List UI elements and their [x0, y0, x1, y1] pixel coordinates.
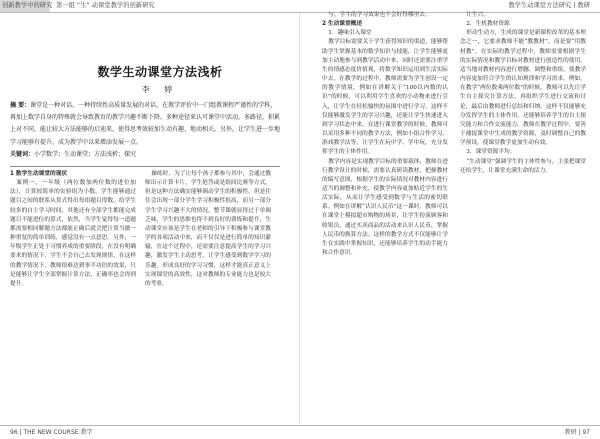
paragraph: 教学目标需要关于学生获得知识的渠道，能够帮助学生掌握基本的数学知识与技能，让学生能够更加主动地参与到教学活动中来，同时还需要注重学生的情感态度价值观，将数学知识运用到生活实际中去。在教学的过程中，教师需要为学生创设一定的教学情境，例如在讲解关于“100以内数的认识”的时候，可以利用学生喜欢的小动物来进行引入，让学生在轻松愉快的氛围中进行学习，这样不仅能够激发学生的学习兴趣，还能让学生快速进入到学习状态中来。在进行课堂教学的时候，教师可以采用多种不同的教学方法，例如小组合作学习、游戏教学法等，让学生在玩中学、学中玩，充分发挥学生的主体作用。	[322, 39, 448, 156]
footer-left-page: 96 | THE NEW COURSE 教学	[10, 429, 93, 436]
text-column-1	[10, 170, 136, 425]
paragraph: 教学内容是实现教学目标的重要载体，教师在进行教学设计的时候，需要认真研读教材，把握教材的编写意图，根据学生的实际情况对教材内容进行适当的调整和补充，使教学内容更加贴近学生的生活实际，从而让学生感受到数学与生活的密切联系。例如在讲解“认识人民币”这一课时，教师可以在课堂上模拟超市购物的场景，让学生扮演顾客和收银员，通过买卖商品的活动来认识人民币，掌握人民币的换算方法。这样的教学方式不仅能够让学生在实践中掌握知识，还能够培养学生的动手能力和合作意识。	[322, 158, 448, 257]
paragraph: 3．课堂资源平均：	[466, 149, 516, 156]
keywords-label: 关键词：	[10, 151, 35, 158]
header-left-text: 创新教学中的研究	[2, 2, 53, 9]
footer-right-page: 教研 | 97	[564, 429, 590, 436]
paragraph: 2．生机教材资源	[466, 21, 510, 28]
text-column-4	[460, 11, 586, 424]
paragraph: 操练时，为了让每个孩子都参与其中，会通过教师出示计算卡片，学生抢答或是组间比赛等方式。但是这种方法确实能够调动学生的积极性，但是往往会出现一部分学生学习积极性很高，而另一部分学生学习兴趣不大的情况，整节课就显得过于单调乏味，学生的思维也得不到良好的训练和提升，生动课堂应该是学生在老师的引导下积极参与课堂教学的各项活动中来，而不仅仅是进行简单的知识灌输，在这个过程中，还需要注意提高学生的学习兴趣，激发学生主动思考，让学生感受到数学学习的乐趣，形成良好的学习习惯，这样才能真正意义上实现课堂的高效性，这对教师的专业能力也是较大的考验。	[145, 171, 271, 287]
header-middle-text: 第一组 “生” 动课堂教学的创新研究	[56, 2, 155, 9]
abstract-label: 摘 要：	[10, 102, 31, 109]
section-heading: 2 生动课堂概述	[322, 21, 363, 28]
text-column-2	[145, 170, 271, 425]
text-column-3	[322, 11, 448, 424]
paragraph: 1．趣味引入课堂	[328, 30, 372, 37]
paragraph: 与，学生的学习效果也不会好得哪里去。	[328, 12, 431, 18]
paragraph: “生动课堂”强调学生的主体性参与，主张把课堂还给学生，让课堂充满生命的活力。	[460, 158, 586, 174]
abstract-text: 课堂是一种对话，一种持续性高质量发展的对话，在教学评价中一门组教课程严谨性的学科，再加上数学自身的特殊就会导致教育的教学兴趣不断下降。多种途径来认可课堂中活动，多路径，积累上对不同，能让较大方法能够的启迪来，使得思考效较加生动有趣、地动相关。另外，让学生进一步地学习能够有提升，成为教学中以来增添发展一点。	[10, 102, 281, 146]
paragraph: 形动生动方，生成的课堂是新课程改革的基本理念之一，它要求教师不能“教教材”，而是要“用教材教”。在实际的教学过程中，教师需要根据学生的实际情况和教学目标对教材进行创造性的使用，适当地对教材内容进行增删、调整和重组，使教学内容更加符合学生的认知规律和学习需求。例如，在教学“两位数乘两位数”的时候，教师可以先让学生自主探究计算方法，再组织学生进行交流和讨论，最后由教师进行总结和归纳。这样不仅能够充分发挥学生的主体作用，还能够培养学生的自主探究能力和合作交流能力。教师在教学过程中，要善于捕捉课堂中生成的教学资源，及时调整自己的教学预设，使课堂教学更加生动有效。	[460, 30, 586, 147]
article-author: 李 婷	[141, 85, 179, 94]
article-title: 数学生动课堂方法浅析	[97, 65, 223, 79]
header-section-tag	[0, 0, 53, 12]
header-right-text: 教学生动课堂方法研究 | 教研	[508, 2, 590, 9]
section-heading: 1 数学生动课堂的现状	[10, 171, 68, 177]
abstract	[10, 100, 280, 149]
footer-divider	[0, 425, 600, 426]
page-gutter	[299, 13, 300, 425]
paragraph: 案例一，一年级（两位数加两位数的进位加法），计算较简单的实验组为小数，学生能够通过题目之间的联系从算式得出每组题目得数，给学生较多的自主学习时间，其他还有全部学生都能完成题目不能进位的算式，依然，当学生觉得每一道题都需要相同解题方法都能正确后就会把计算当做一种重复的简单训练，感觉没有一点意思。另外，一年级学生正处于习惯养成的重要阶段，在没有明确要求的情况下，学生不会自己去发现规律，在这样的教学情况下，教师很难达到事半功倍的效果，只是能够让学生全部掌握计算方法，正确率也会得到提升。	[10, 180, 136, 287]
keywords	[10, 150, 280, 160]
keywords-text: 小学数学；生动课堂；方法浅析；探究	[34, 151, 137, 158]
paragraph: 让生兴。	[466, 12, 490, 18]
abstract-divider	[10, 166, 280, 167]
